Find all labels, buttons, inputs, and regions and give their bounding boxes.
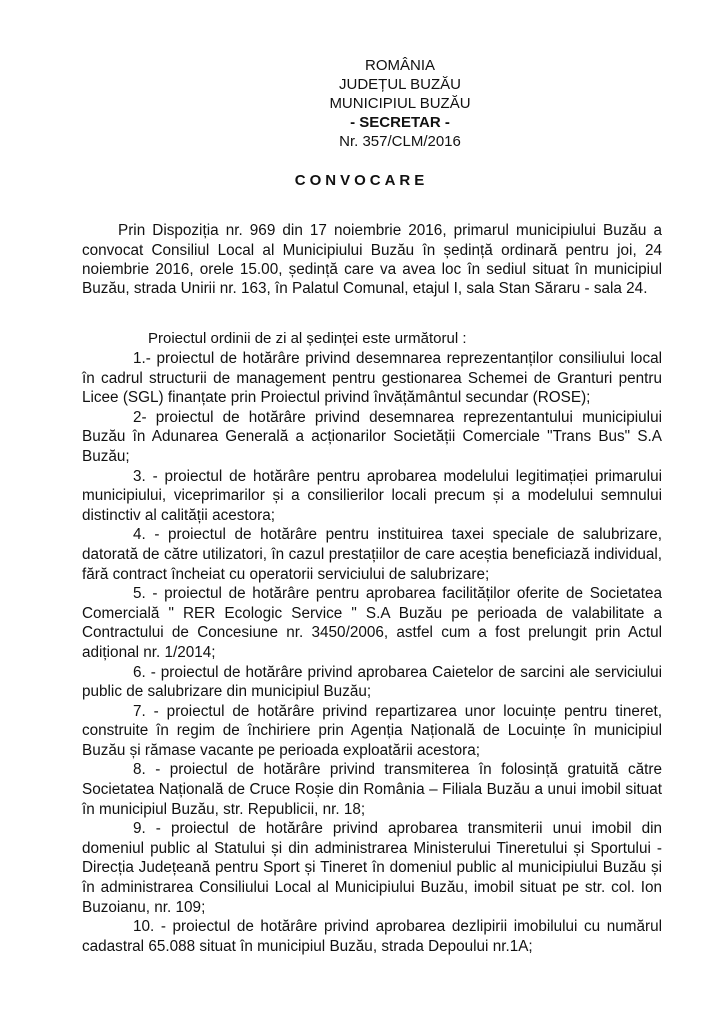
agenda-item: 6. - proiectul de hotărâre privind aprobarea Caietelor de sarcini ale serviciului public de salubrizare din municipiul Buzău; — [82, 663, 662, 701]
agenda-item: 5. - proiectul de hotărâre pentru aprobarea facilităților oferite de Societatea Comercială " RER Ecologic Service " S.A Buzău pe perioada de valabilitate a Contractului de Concesiune nr. 3450/2006, astfel cum a fost prelungit prin Actul adițional nr. 1/2014; — [82, 585, 662, 661]
intro-paragraph: Prin Dispoziția nr. 969 din 17 noiembrie 2016, primarul municipiului Buzău a convocat Consiliul Local al Municipiului Buzău în ședință ordinară pentru joi, 24 noiembrie 2016, orele 15.00, ședință care va avea loc în sediul situat în municipiul Buzău, strada Unirii nr. 163, în Palatul Comunal, etajul I, sala Stan Săraru - sala 24. — [82, 222, 662, 298]
agenda-item: 9. - proiectul de hotărâre privind aprobarea transmiterii unui imobil din domeniul public al Statului și din administrarea Ministerului Tineretului și Sportului - Direcția Județeană pentru Sport și Tineret în domeniul public al municipiului Buzău și în administrarea Consiliului Local al Municipiului Buzău, imobil situat pe str. col. Ion Buzoianu, nr. 109; — [82, 820, 662, 916]
agenda-item: 2- proiectul de hotărâre privind desemnarea reprezentantului municipiului Buzău în Adunarea Generală a acționarilor Societății Comerciale "Trans Bus" S.A Buzău; — [82, 408, 662, 465]
header-municipality: MUNICIPIUL BUZĂU — [329, 95, 471, 112]
agenda-item: 4. - proiectul de hotărâre pentru instituirea taxei speciale de salubrizare, datorată de către utilizatori, în cazul prestațiilor de care aceștia beneficiază individual, fără contract încheiat cu operatorii serviciului de salubrizare; — [82, 526, 662, 583]
header-office: - SECRETAR - — [350, 114, 450, 131]
header-county: JUDEȚUL BUZĂU — [339, 76, 461, 93]
agenda-item: 7. - proiectul de hotărâre privind repartizarea unor locuințe pentru tineret, construite în regim de închiriere prin Agenția Națională de Locuințe în municipiul Buzău și rămase vacante pe perioada exploatării acestora; — [82, 702, 662, 759]
document-header — [300, 56, 500, 151]
agenda-item: 10. - proiectul de hotărâre privind aprobarea dezlipirii imobilului cu numărul cadastral 65.088 situat în municipiul Buzău, strada Depoului nr.1A; — [82, 918, 662, 955]
agenda-item: 1.- proiectul de hotărâre privind desemnarea reprezentanților consiliului local în cadrul structurii de management pentru gestionarea Schemei de Granturi pentru Licee (SGL) finanțate prin Proiectul privind învățământul secundar (ROSE); — [82, 350, 662, 407]
agenda-list — [82, 349, 662, 956]
document-title: CONVOCARE — [294, 172, 429, 189]
agenda-lead: Proiectul ordinii de zi al ședinței este următorul : — [148, 330, 467, 347]
agenda-item: 3. - proiectul de hotărâre pentru aprobarea modelului legitimației primarului municipiului, viceprimarilor și a consilierilor locali precum și a modelului semnului distinctiv al calității acestora; — [82, 467, 662, 524]
header-country: ROMÂNIA — [364, 57, 435, 74]
header-number: Nr. 357/CLM/2016 — [339, 133, 461, 150]
agenda-item: 8. - proiectul de hotărâre privind transmiterea în folosință gratuită către Societatea Națională de Cruce Roșie din România – Filiala Buzău a unui imobil situat în municipiul Buzău, str. Republicii, nr. 18; — [82, 761, 662, 818]
